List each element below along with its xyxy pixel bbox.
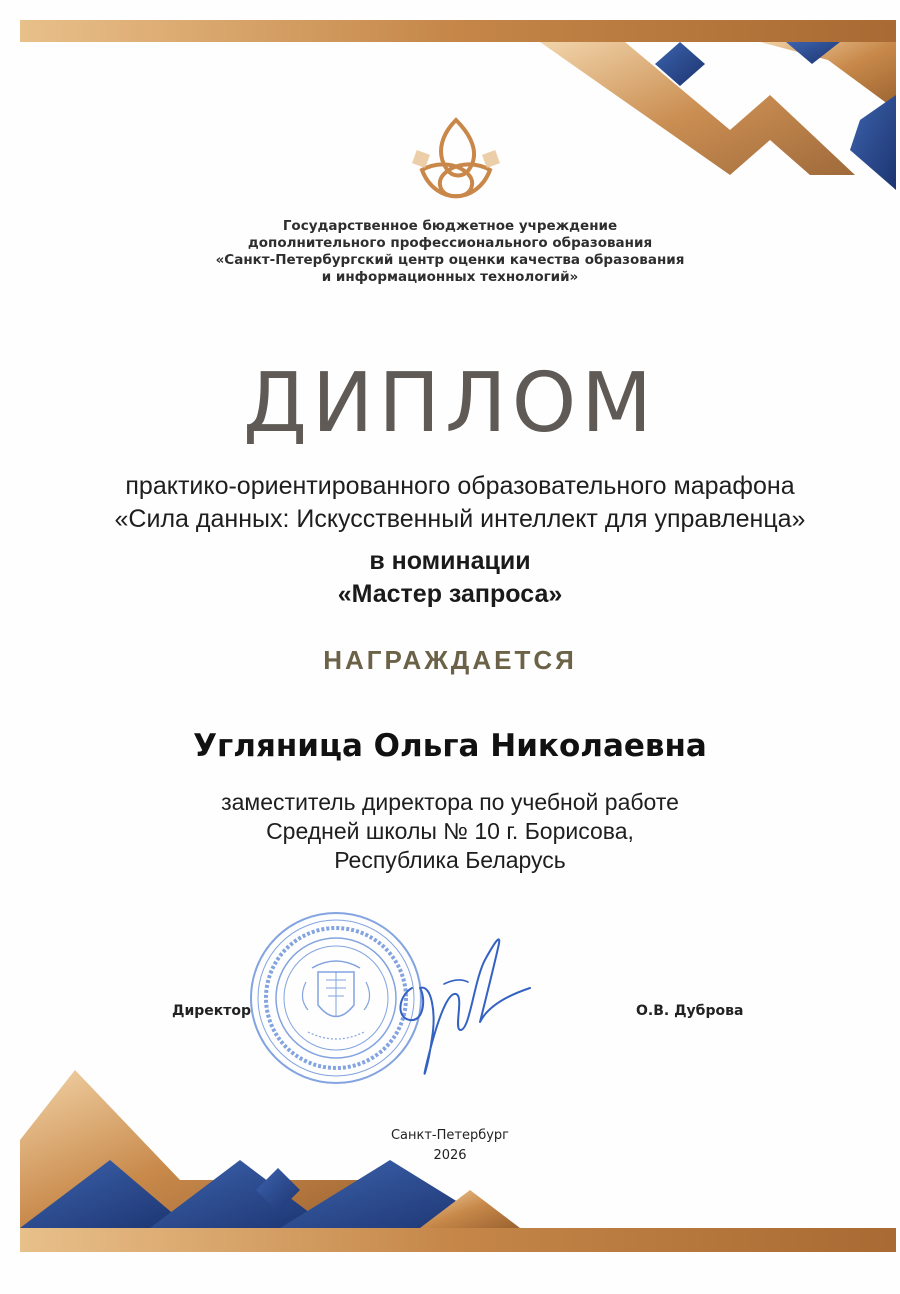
issue-place-date	[0, 1126, 900, 1166]
nomination	[0, 545, 900, 611]
position-line-2: Средней школы № 10 г. Борисова,	[266, 818, 634, 844]
org-line-1: Государственное бюджетное учреждение	[282, 218, 618, 234]
position-line-3: Республика Беларусь	[334, 847, 566, 873]
recipient-name: Угляница Ольга Николаевна	[193, 728, 707, 764]
nomination-line-1: в номинации	[369, 547, 531, 575]
organization-header	[120, 218, 780, 286]
director-signature	[390, 918, 540, 1098]
event-line-1: практико-ориентированного образовательного марафона	[125, 472, 795, 500]
signatory-name: О.В. Дуброва	[636, 1003, 744, 1019]
issue-year: 2026	[433, 1148, 467, 1163]
org-line-2: дополнительного профессионального образования	[247, 235, 653, 251]
top-gold-bar	[20, 20, 896, 42]
org-line-3: «Санкт-Петербургский центр оценки качества образования	[215, 252, 685, 268]
bottom-gold-bar	[20, 1228, 896, 1252]
position-line-1: заместитель директора по учебной работе	[221, 789, 679, 815]
org-line-4: и информационных технологий»	[321, 269, 579, 285]
top-right-ornament	[540, 42, 896, 190]
issue-city: Санкт-Петербург	[390, 1128, 510, 1143]
diploma-title: ДИПЛОМ	[242, 356, 657, 451]
nomination-line-2: «Мастер запроса»	[337, 580, 563, 608]
signatory-role: Директор	[172, 1003, 252, 1019]
event-description	[40, 470, 880, 536]
recipient-position	[0, 788, 900, 875]
triquetra-logo	[412, 114, 500, 202]
awarded-heading: НАГРАЖДАЕТСЯ	[323, 645, 577, 675]
event-line-2: «Сила данных: Искусственный интеллект для управленца»	[114, 505, 806, 533]
